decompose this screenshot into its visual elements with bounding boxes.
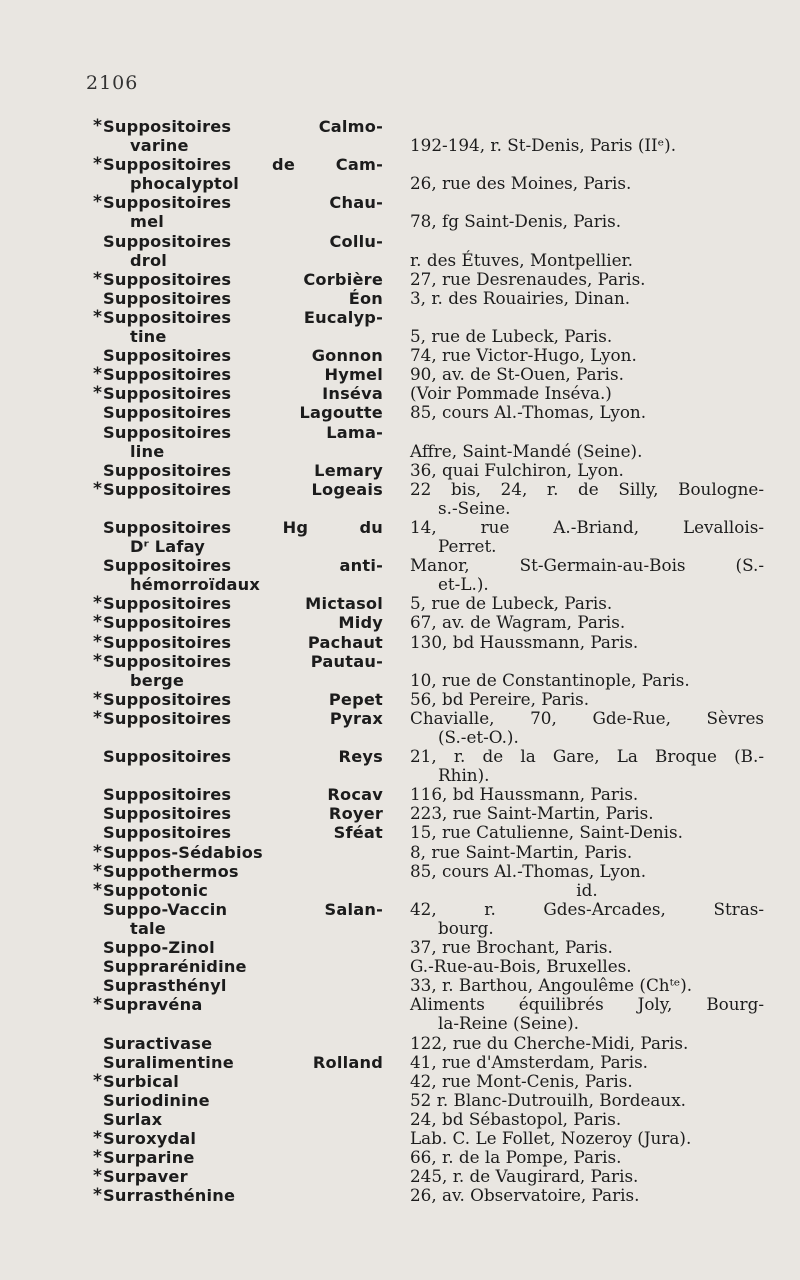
entry-line (0, 423, 800, 442)
address: 74, rue Victor-Hugo, Lyon. (410, 345, 637, 366)
product-name: Suppositoires Sféat (103, 823, 383, 843)
entry-line (0, 1091, 800, 1110)
address: Affre, Saint-Mandé (Seine). (410, 440, 643, 461)
product-name: phocalyptol (130, 174, 240, 194)
entry-marker: * (93, 841, 102, 862)
product-name: Dʳ Lafay (130, 537, 206, 557)
address: 223, rue Saint-Martin, Paris. (410, 803, 654, 824)
entry-line (0, 212, 800, 231)
address: la-Reine (Seine). (438, 1013, 580, 1034)
entry-line (0, 1167, 800, 1186)
entry-line (0, 785, 800, 804)
entry-line (0, 251, 800, 270)
entry-line (0, 995, 800, 1014)
address: 192-194, r. St-Denis, Paris (IIᵉ). (410, 135, 677, 156)
product-name: Suppositoires Pachaut (103, 632, 383, 652)
entry-marker: * (93, 879, 102, 900)
address: r. des Étuves, Montpellier. (410, 249, 634, 270)
product-name: Suppositoires Collu- (103, 231, 383, 251)
entry-line (0, 1072, 800, 1091)
address: 26, av. Observatoire, Paris. (410, 1185, 640, 1206)
address: 42, rue Mont-Cenis, Paris. (410, 1070, 633, 1091)
address: 36, quai Fulchiron, Lyon. (410, 459, 624, 480)
entry-line (0, 155, 800, 174)
product-name: Suppositoires Calmo- (103, 117, 383, 136)
product-name: Suppositoires Inséva (103, 384, 383, 404)
entry-line (0, 1053, 800, 1072)
address: Lab. C. Le Follet, Nozeroy (Jura). (410, 1127, 692, 1148)
entry-line (0, 804, 800, 823)
product-name: Suriodinine (103, 1090, 210, 1110)
product-name: Suppositoires Mictasol (103, 594, 383, 614)
entry-line (0, 690, 800, 709)
entry-list (0, 117, 800, 1205)
entry-line (0, 403, 800, 422)
entry-marker: * (93, 268, 102, 289)
entry-line (0, 289, 800, 308)
address: Perret. (438, 536, 497, 557)
product-name: hémorroïdaux (130, 575, 261, 595)
entry-line (0, 117, 800, 136)
entry-line (0, 556, 800, 575)
product-name: Suppo-Zinol (103, 938, 215, 958)
entry-line (0, 728, 800, 747)
product-name: Suppositoires Chau- (103, 193, 383, 213)
product-name: Suppositoires Lemary (103, 460, 383, 480)
entry-line (0, 1034, 800, 1053)
entry-line (0, 308, 800, 327)
entry-line (0, 766, 800, 785)
entry-line (0, 633, 800, 652)
address: Manor, St-Germain-au-Bois (S.- (410, 555, 764, 576)
entry-marker: * (93, 593, 102, 614)
address: 24, bd Sébastopol, Paris. (410, 1108, 622, 1129)
address: Aliments équilibrés Joly, Bourg- (410, 994, 764, 1015)
entry-line (0, 1148, 800, 1167)
entry-marker: * (93, 1166, 102, 1187)
product-name: Suralimentine Rolland (103, 1052, 383, 1072)
entry-marker: * (93, 860, 102, 881)
entry-marker: * (93, 116, 102, 136)
product-name: Suppositoires Gonnon (103, 346, 383, 366)
entry-line (0, 174, 800, 193)
address: 33, r. Barthou, Angoulême (Chᵗᵉ). (410, 975, 693, 996)
address: 67, av. de Wagram, Paris. (410, 612, 626, 633)
address: 116, bd Haussmann, Paris. (410, 784, 639, 805)
entry-marker: * (93, 1185, 102, 1206)
entry-marker: * (93, 650, 102, 671)
product-name: Surlax (103, 1109, 163, 1129)
address: bourg. (438, 917, 494, 938)
address: 37, rue Brochant, Paris. (410, 937, 613, 958)
address: 3, r. des Rouairies, Dinan. (410, 287, 631, 308)
entry-line (0, 671, 800, 690)
entry-line (0, 193, 800, 212)
entry-marker: * (93, 1127, 102, 1148)
entry-line (0, 919, 800, 938)
product-name: Suppositoires anti- (103, 556, 383, 576)
product-name: Suppositoires Hg du (103, 517, 383, 537)
entry-line (0, 709, 800, 728)
address: 85, cours Al.-Thomas, Lyon. (410, 860, 647, 881)
address: 56, bd Pereire, Paris. (410, 688, 590, 709)
address: s.-Seine. (438, 497, 511, 518)
address: 52 r. Blanc-Dutrouilh, Bordeaux. (410, 1089, 687, 1110)
product-name: Suppothermos (103, 861, 239, 881)
entry-marker: * (93, 688, 102, 709)
product-name: Suppo-Vaccin Salan- (103, 899, 383, 919)
entry-line (0, 365, 800, 384)
product-name: varine (130, 136, 189, 156)
entry-line (0, 346, 800, 365)
product-name: Suprasthényl (103, 976, 227, 996)
entry-marker: * (93, 306, 102, 327)
entry-line (0, 442, 800, 461)
product-name: Suppositoires Royer (103, 804, 383, 824)
address: 122, rue du Cherche-Midi, Paris. (410, 1032, 689, 1053)
product-name: Suppositoires Lama- (103, 422, 383, 442)
address: 26, rue des Moines, Paris. (410, 173, 632, 194)
entry-line (0, 1129, 800, 1148)
entry-line (0, 823, 800, 842)
entry-marker: * (93, 478, 102, 499)
product-name: Suppositoires Hymel (103, 365, 383, 385)
product-name: line (130, 441, 165, 461)
product-name: Suppositoires Midy (103, 613, 383, 633)
product-name: Surbical (103, 1071, 179, 1091)
address: 21, r. de la Gare, La Broque (B.- (410, 746, 764, 767)
address: (S.-et-O.). (438, 727, 519, 747)
address: Chavialle, 70, Gde-Rue, Sèvres (410, 707, 764, 728)
address: 14, rue A.-Briand, Levallois- (410, 516, 764, 537)
address: 245, r. de Vaugirard, Paris. (410, 1166, 639, 1187)
product-name: Suppositoires Rocav (103, 785, 383, 805)
entry-line (0, 613, 800, 632)
product-name: Suppositoires Eucalyp- (103, 307, 383, 327)
entry-line (0, 1186, 800, 1205)
product-name: Suroxydal (103, 1128, 197, 1148)
entry-marker: * (93, 192, 102, 213)
product-name: Suppositoires Reys (103, 747, 383, 767)
product-name: drol (130, 250, 168, 270)
product-name: Suppositoires Logeais (103, 479, 383, 499)
product-name: Surparine (103, 1148, 195, 1168)
address: Rhin). (438, 765, 490, 786)
address: 27, rue Desrenaudes, Paris. (410, 268, 646, 289)
address: 22 bis, 24, r. de Silly, Boulogne- (410, 478, 764, 499)
entry-marker: * (93, 631, 102, 652)
entry-line (0, 232, 800, 251)
entry-marker: * (93, 994, 102, 1015)
product-name: berge (130, 670, 185, 690)
product-name: Suppositoires Corbière (103, 269, 383, 289)
entry-line (0, 976, 800, 995)
product-name: Suppositoires Pyrax (103, 708, 383, 728)
product-name: Supravéna (103, 995, 203, 1015)
address: 90, av. de St-Ouen, Paris. (410, 364, 624, 385)
address: 42, r. Gdes-Arcades, Stras- (410, 898, 764, 919)
entry-line (0, 499, 800, 518)
address: 15, rue Catulienne, Saint-Denis. (410, 822, 683, 843)
product-name: tale (130, 918, 166, 938)
entry-line (0, 900, 800, 919)
address: 78, fg Saint-Denis, Paris. (410, 211, 622, 232)
entry-line (0, 652, 800, 671)
product-name: Surrasthénine (103, 1186, 236, 1206)
address: 8, rue Saint-Martin, Paris. (410, 841, 633, 862)
address: id. (576, 879, 598, 900)
entry-line (0, 537, 800, 556)
page-number: 2106 (86, 72, 139, 94)
product-name: Suppositoires Pautau- (103, 651, 383, 671)
product-name: Suppos-Sédabios (103, 842, 263, 862)
address: 85, cours Al.-Thomas, Lyon. (410, 402, 647, 423)
entry-line (0, 518, 800, 537)
product-name: Suppositoires Pepet (103, 689, 383, 709)
entry-line (0, 1110, 800, 1129)
product-name: Suppositoires Éon (103, 288, 383, 308)
product-name: Suractivase (103, 1033, 213, 1053)
entry-line (0, 862, 800, 881)
entry-line (0, 881, 800, 900)
address: G.-Rue-au-Bois, Bruxelles. (410, 956, 632, 977)
address: 5, rue de Lubeck, Paris. (410, 593, 613, 614)
entry-line (0, 327, 800, 346)
address: 130, bd Haussmann, Paris. (410, 631, 639, 652)
address: 5, rue de Lubeck, Paris. (410, 326, 613, 347)
entry-line (0, 747, 800, 766)
entry-line (0, 136, 800, 155)
entry-line (0, 938, 800, 957)
entry-marker: * (93, 383, 102, 404)
entry-line (0, 461, 800, 480)
product-name: tine (130, 327, 167, 347)
entry-line (0, 1014, 800, 1033)
entry-line (0, 480, 800, 499)
product-name: Surpaver (103, 1167, 188, 1187)
entry-line (0, 575, 800, 594)
entry-line (0, 384, 800, 403)
product-name: Suppotonic (103, 880, 209, 900)
address: 10, rue de Constantinople, Paris. (410, 669, 690, 690)
entry-marker: * (93, 1070, 102, 1091)
entry-marker: * (93, 154, 102, 175)
entry-marker: * (93, 1147, 102, 1168)
address: 41, rue d'Amsterdam, Paris. (410, 1051, 649, 1072)
entry-line (0, 843, 800, 862)
product-name: Supprarénidine (103, 957, 247, 977)
product-name: Suppositoires de Cam- (103, 155, 383, 175)
entry-marker: * (93, 364, 102, 385)
entry-line (0, 594, 800, 613)
address: et-L.). (438, 574, 489, 595)
entry-line (0, 957, 800, 976)
entry-line (0, 270, 800, 289)
address: 66, r. de la Pompe, Paris. (410, 1147, 622, 1168)
product-name: Suppositoires Lagoutte (103, 403, 383, 423)
entry-marker: * (93, 707, 102, 728)
entry-marker: * (93, 612, 102, 633)
address: (Voir Pommade Inséva.) (410, 383, 612, 404)
product-name: mel (130, 212, 164, 232)
